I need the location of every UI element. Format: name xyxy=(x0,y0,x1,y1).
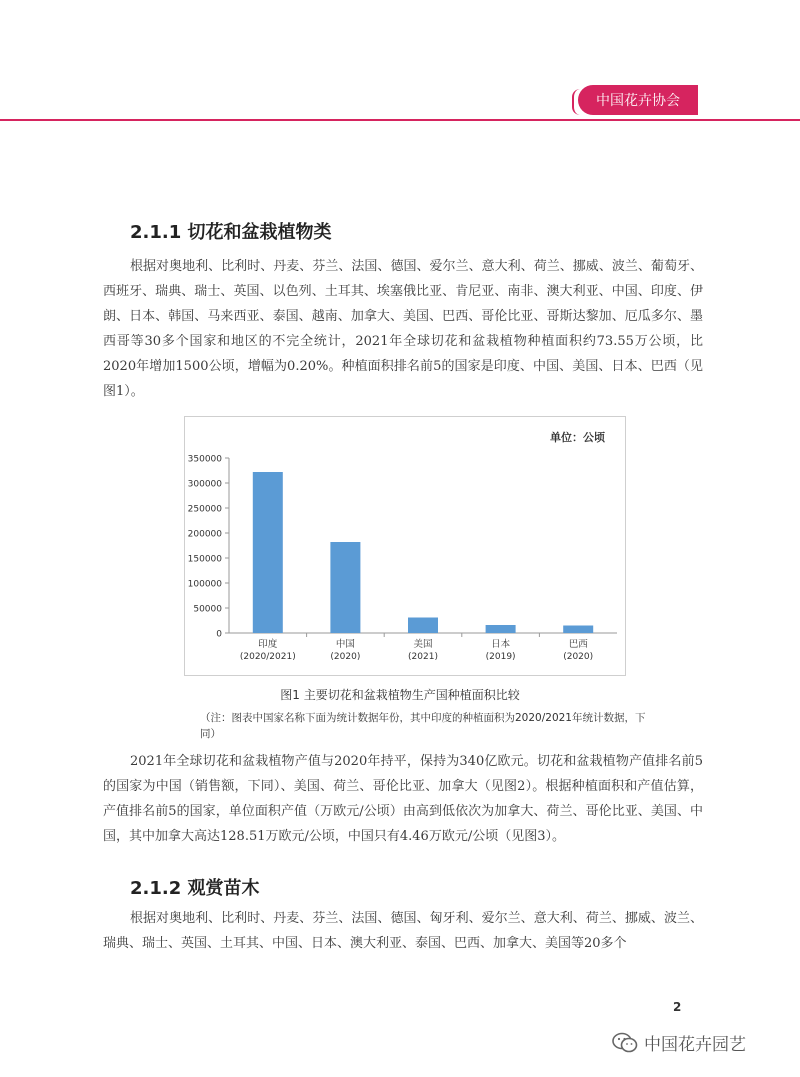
figure1-caption: 图1 主要切花和盆栽植物生产国种植面积比较 xyxy=(280,688,520,702)
paragraph-2: 2021年全球切花和盆栽植物产值与2020年持平，保持为340亿欧元。切花和盆栽植物产值排名前5的国家为中国（销售额，下同）、美国、荷兰、哥伦比亚、加拿大（见图2）。根据种植面积和产值估算，产值排名前5的国家，单位面积产值（万欧元/公顷）由高到低依次为加拿大、荷兰、哥伦比亚、美国、中国，其中加拿大高达128.51万欧元/公顷，中国只有4.46万欧元/公顷（见图3）。 xyxy=(103,754,703,844)
bar-5 xyxy=(563,626,593,634)
y-tick-label: 300000 xyxy=(187,479,222,490)
x-tick-label: 日本 xyxy=(491,639,511,650)
bar-chart xyxy=(185,417,627,677)
y-tick-label: 100000 xyxy=(187,579,222,590)
x-tick-year-label: (2020) xyxy=(330,652,361,662)
section-title-2-1-2: 2.1.2 观赏苗木 xyxy=(130,878,260,899)
x-tick-year-label: (2021) xyxy=(408,652,438,662)
y-tick-label: 250000 xyxy=(187,504,222,515)
y-tick-label: 0 xyxy=(216,629,222,640)
bar-4 xyxy=(486,625,516,633)
bar-3 xyxy=(408,618,438,634)
bar-2 xyxy=(330,542,360,633)
y-tick-label: 200000 xyxy=(187,529,222,540)
x-tick-year-label: (2020/2021) xyxy=(239,652,296,662)
y-tick-label: 150000 xyxy=(187,554,222,565)
x-tick-label: 巴西 xyxy=(568,639,588,650)
x-tick-year-label: (2020) xyxy=(563,652,594,662)
watermark-text: 中国花卉园艺 xyxy=(644,1035,746,1055)
bar-1 xyxy=(253,472,283,633)
watermark xyxy=(612,1030,746,1055)
chart-unit-label: 单位：公顷 xyxy=(550,431,605,444)
x-tick-year-label: (2019) xyxy=(485,652,516,662)
y-tick-label: 50000 xyxy=(193,604,222,615)
x-tick-label: 印度 xyxy=(258,639,278,650)
header-rule xyxy=(0,119,800,121)
page-number: 2 xyxy=(673,1000,682,1014)
section1-paragraph: 根据对奥地利、比利时、丹麦、芬兰、法国、德国、爱尔兰、意大利、荷兰、挪威、波兰、葡萄牙、西班牙、瑞典、瑞士、英国、以色列、土耳其、埃塞俄比亚、肯尼亚、南非、澳大利亚、中国、印度、伊朗、日本、韩国、马来西亚、泰国、越南、加拿大、美国、巴西、哥伦比亚、哥斯达黎加、厄瓜多尔、墨西哥等30多个国家和地区的不完全统计，2021年全球切花和盆栽植物种植面积约73.55万公顷，比2020年增加1500公顷，增幅为0.20%。种植面积排名前5的国家是印度、中国、美国、日本、巴西（见图1）。 xyxy=(103,259,703,399)
y-tick-label: 350000 xyxy=(187,454,222,465)
header-tab: 中国花卉协会 xyxy=(578,85,698,115)
x-tick-label: 美国 xyxy=(413,639,433,650)
wechat-icon xyxy=(612,1032,638,1054)
x-tick-label: 中国 xyxy=(335,639,355,650)
section-title-2-1-1: 2.1.1 切花和盆栽植物类 xyxy=(130,222,332,243)
section2-paragraph: 根据对奥地利、比利时、丹麦、芬兰、法国、德国、匈牙利、爱尔兰、意大利、荷兰、挪威、波兰、瑞典、瑞士、英国、土耳其、中国、日本、澳大利亚、泰国、巴西、加拿大、美国等20多个 xyxy=(103,911,703,951)
figure1-note: （注：图表中国家名称下面为统计数据年份，其中印度的种植面积为2020/2021年统计数据，下同） xyxy=(200,712,646,740)
figure1-chart xyxy=(184,416,626,676)
